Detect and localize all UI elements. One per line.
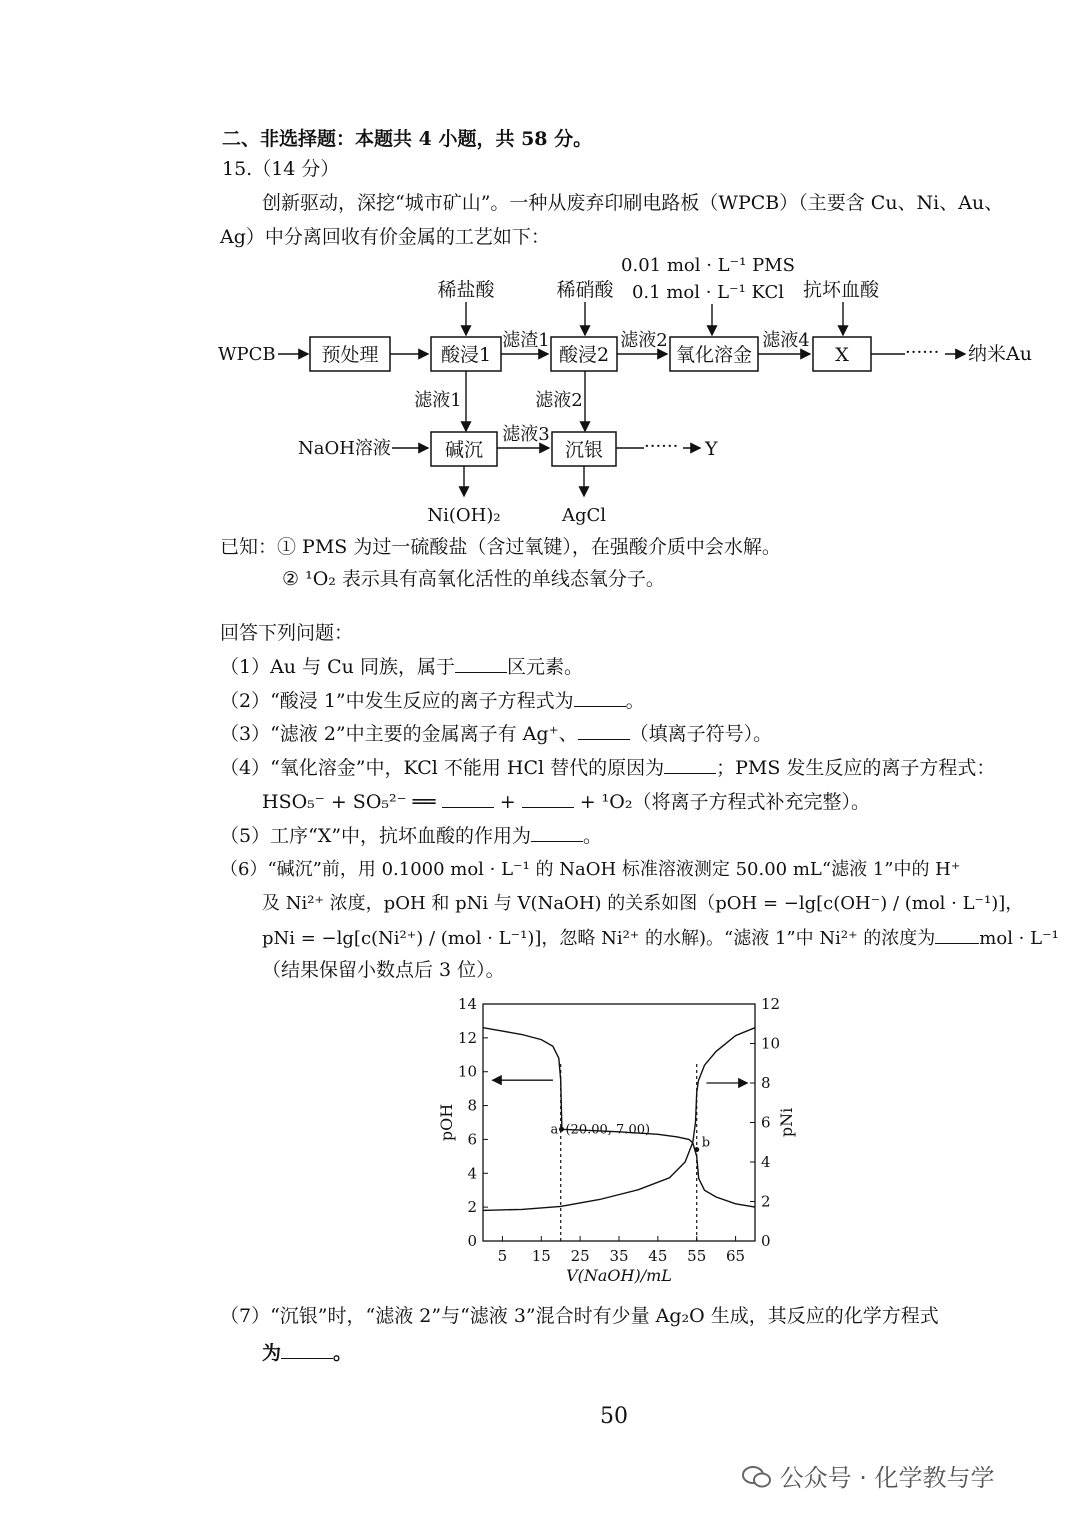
q1-text: （1）Au 与 Cu 同族，属于 (220, 656, 455, 678)
point-a (559, 1127, 564, 1132)
question-intro-cont: Ag）中分离回收有价金属的工艺如下： (220, 226, 550, 248)
y-right-tick-label: 12 (761, 995, 781, 1013)
agcl-label: AgCl (561, 505, 607, 526)
question-number: 15.（14 分） (222, 158, 340, 180)
series-line-right (483, 1028, 755, 1211)
q1-text-end: 区元素。 (506, 656, 583, 678)
dots-au: ······ (905, 342, 940, 363)
y-left-tick-label: 14 (457, 995, 477, 1013)
filtrate1-label: 滤液1 (414, 390, 462, 411)
nano-au-label: 纳米Au (968, 343, 1032, 365)
q4-eq-left: HSO₅⁻ + SO₅²⁻ ══ (262, 791, 436, 813)
question-intro: 创新驱动，深挖“城市矿山”。一种从废弃印刷电路板（WPCB）（主要含 Cu、Ni、Au、 (262, 192, 1004, 214)
y-right-tick-label: 10 (761, 1034, 781, 1053)
y-right-tick-label: 2 (761, 1192, 771, 1211)
q3-text-end: （填离子符号）。 (629, 723, 773, 745)
q1 (220, 654, 583, 680)
process-flow-diagram (0, 248, 1080, 548)
q3 (220, 721, 772, 747)
y-left-tick-label: 8 (467, 1096, 477, 1115)
q2-blank[interactable] (574, 688, 626, 707)
known-2: ② ¹O₂ 表示具有高氧化活性的单线态氧分子。 (282, 568, 665, 590)
q4-blank-product1[interactable] (442, 789, 494, 808)
q4 (220, 755, 995, 781)
x-tick-label: 35 (609, 1247, 629, 1265)
q7-blank[interactable] (281, 1340, 333, 1359)
filtrate2-top-label: 滤液2 (620, 330, 668, 351)
filtrate4-label: 滤液4 (762, 330, 810, 351)
known-prefix: 已知： (220, 536, 278, 558)
ag-ppt-label: 沉银 (564, 439, 604, 461)
q5-text: （5）工序“X”中，抗坏血酸的作用为 (220, 825, 532, 847)
q6-line3 (262, 925, 1059, 952)
reagent-vc-label: 抗坏血酸 (802, 279, 880, 301)
acid2-label: 酸浸2 (558, 344, 610, 366)
q7-text-end: 。 (333, 1342, 353, 1364)
q6-blank[interactable] (935, 925, 979, 944)
point-b-label: b (701, 1135, 711, 1151)
nioh2-label: Ni(OH)₂ (427, 505, 501, 526)
q4-eq-plus: + (499, 791, 516, 813)
section-title: 二、非选择题：本题共 4 小题，共 58 分。 (222, 128, 593, 150)
answer-prompt: 回答下列问题： (220, 622, 354, 644)
y-left-tick-label: 2 (467, 1198, 477, 1217)
point-b (694, 1147, 699, 1152)
q2-text-end: 。 (625, 690, 645, 712)
reagent-kcl-label: 0.1 mol · L⁻¹ KCl (631, 282, 785, 303)
q4-text: （4）“氧化溶金”中，KCl 不能用 HCl 替代的原因为 (220, 757, 665, 779)
poh-pni-chart (437, 990, 800, 1290)
y-right-tick-label: 6 (761, 1113, 771, 1132)
x-axis-label: V(NaOH)/mL (566, 1266, 672, 1285)
y-right-tick-label: 8 (761, 1074, 771, 1092)
acid1-label: 酸浸1 (440, 344, 492, 366)
footer-watermark (742, 1458, 995, 1493)
residue1-label: 滤渣1 (502, 330, 550, 351)
oxidize-label: 氧化溶金 (675, 344, 753, 366)
q2-text: （2）“酸浸 1”中发生反应的离子方程式为 (220, 690, 574, 712)
y-right-tick-label: 4 (761, 1153, 771, 1171)
page-number: 50 (600, 1404, 628, 1429)
reagent-hcl-label: 稀盐酸 (437, 279, 495, 301)
footer-text: 公众号 · 化学教与学 (779, 1464, 995, 1492)
x-tick-label: 55 (687, 1247, 707, 1265)
q2 (220, 688, 645, 714)
q7-text: 为 (262, 1342, 282, 1364)
wpcb-label: WPCB (218, 344, 276, 365)
point-a-label: a (550, 1122, 559, 1138)
y-left-tick-label: 4 (467, 1164, 477, 1183)
q1-blank[interactable] (455, 654, 507, 673)
y-left-axis-label: pOH (437, 1103, 456, 1142)
known-1: ① PMS 为过一硫酸盐（含过氧键），在强酸介质中会水解。 (277, 536, 781, 558)
y-left-tick-label: 0 (467, 1232, 477, 1250)
x-tick-label: 25 (570, 1247, 590, 1265)
q7-line1: （7）“沉银”时，“滤液 2”与“滤液 3”混合时有少量 Ag₂O 生成，其反应的化学方程式 (220, 1305, 939, 1327)
q6-unit: mol · L⁻¹ (979, 928, 1059, 949)
q4-equation (262, 789, 870, 815)
x-tick-label: 65 (726, 1247, 746, 1265)
q6-line1: （6）“碱沉”前，用 0.1000 mol · L⁻¹ 的 NaOH 标准溶液测定 50.00 mL“滤液 1”中的 H⁺ (220, 859, 961, 880)
q5-blank[interactable] (531, 823, 583, 842)
x-tick-label: 45 (648, 1247, 668, 1265)
q3-text: （3）“滤液 2”中主要的金属离子有 Ag⁺、 (220, 723, 578, 745)
known-label (220, 534, 781, 560)
q4-blank-reason[interactable] (664, 755, 716, 774)
x-label: X (835, 344, 849, 366)
x-tick-label: 5 (497, 1247, 508, 1265)
q7-line2 (262, 1340, 352, 1366)
x-tick-label: 15 (531, 1247, 551, 1265)
y-left-tick-label: 10 (457, 1062, 477, 1081)
q4-eq-right: + ¹O₂（将离子方程式补充完整）。 (579, 791, 870, 813)
y-left-tick-label: 6 (467, 1130, 477, 1149)
q4-text-mid: ；PMS 发生反应的离子方程式： (716, 757, 996, 779)
wechat-icon (742, 1465, 772, 1489)
pretreat-label: 预处理 (321, 344, 379, 366)
q5-text-end: 。 (583, 825, 603, 847)
filtrate3-label: 滤液3 (502, 424, 550, 445)
dots-y: ······ (644, 436, 679, 457)
q6-line2: 及 Ni²⁺ 浓度，pOH 和 pNi 与 V(NaOH) 的关系如图（pOH = −lg[c(OH⁻) / (mol · L⁻¹)]， (262, 893, 1024, 914)
q6-line4: （结果保留小数点后 3 位）。 (262, 959, 505, 981)
y-left-tick-label: 12 (457, 1028, 477, 1047)
reagent-hno3-label: 稀硝酸 (556, 279, 614, 301)
q5 (220, 823, 602, 849)
y-label: Y (705, 438, 718, 460)
filtrate2-label: 滤液2 (535, 390, 583, 411)
y-right-axis-label: pNi (777, 1107, 796, 1138)
q4-blank-product2[interactable] (522, 789, 574, 808)
naoh-label: NaOH溶液 (298, 438, 391, 459)
q3-blank[interactable] (578, 721, 630, 740)
alkali-label: 碱沉 (444, 439, 484, 461)
q6-text: pNi = −lg[c(Ni²⁺) / (mol · L⁻¹)]，忽略 Ni²⁺ 的水解)。“滤液 1”中 Ni²⁺ 的浓度为 (262, 928, 936, 949)
point-a-coords: (20.00, 7.00) (565, 1122, 651, 1138)
y-right-tick-label: 0 (761, 1232, 771, 1250)
reagent-pms-label: 0.01 mol · L⁻¹ PMS (621, 255, 795, 276)
